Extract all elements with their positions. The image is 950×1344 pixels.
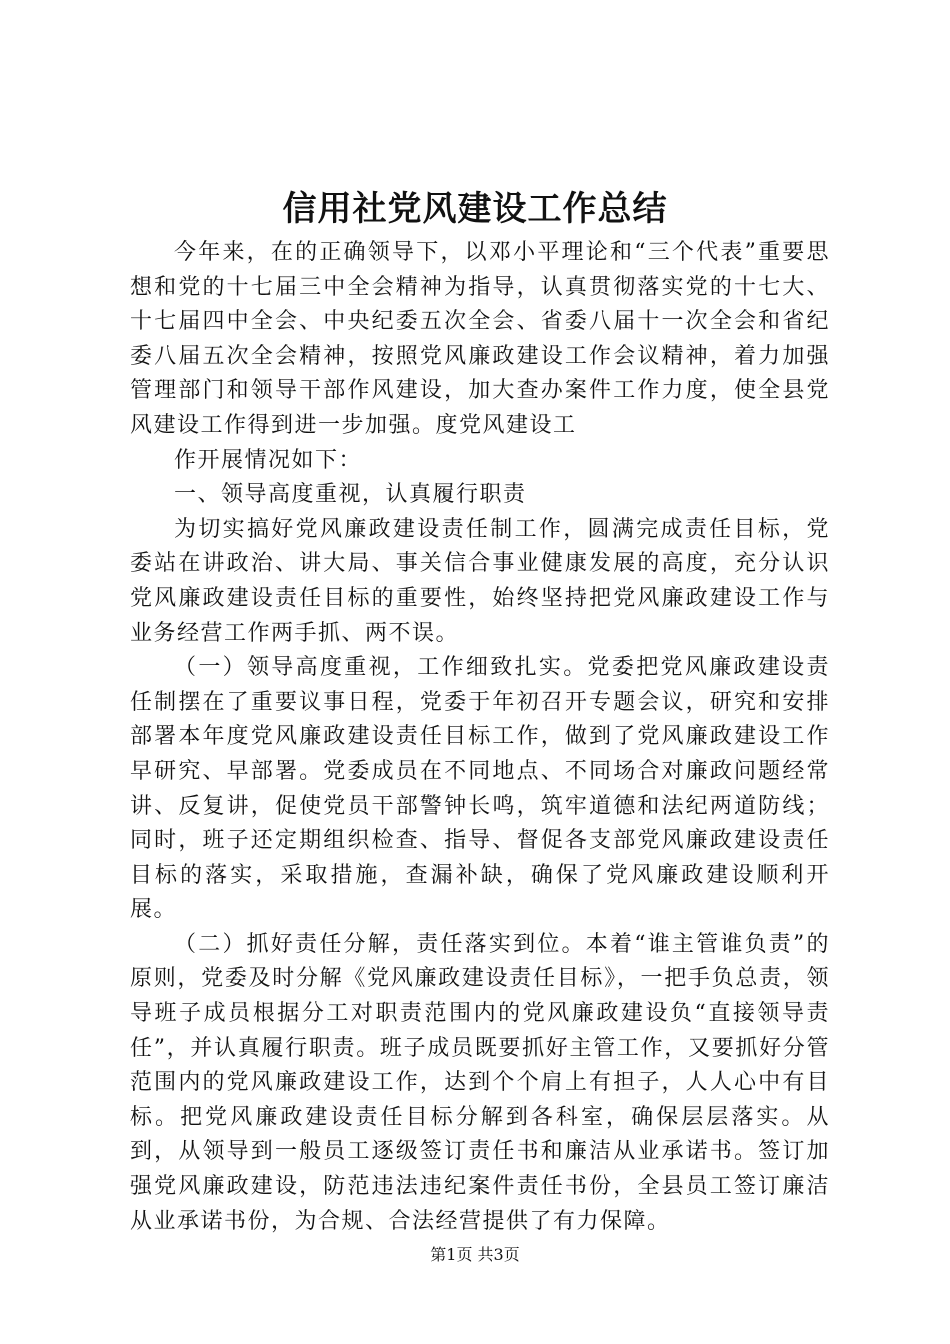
paragraph-subsection-2: （二）抓好责任分解，责任落实到位。本着“谁主管谁负责”的原则，党委及时分解《党风廉政建设责任目标》，一把手负总责，领导班子成员根据分工对职责范围内的党风廉政建设负“直接领导责任”，并认真履行职责。班子成员既要抓好主管工作，又要抓好分管范围内的党风廉政建设工作，达到个个肩上有担子，人人心中有目标。把党风廉政建设责任目标分解到各科室，确保层层落实。从到，从领导到一般员工逐级签订责任书和廉洁从业承诺书。签订加强党风廉政建设，防范违法违纪案件责任书份，全县员工签订廉洁从业承诺书份，为合规、合法经营提供了有力保障。 xyxy=(130,931,830,1234)
paragraph-intro: 今年来，在的正确领导下，以邓小平理论和“三个代表”重要思想和党的十七届三中全会精神为指导，认真贯彻落实党的十七大、十七届四中全会、中央纪委五次全会、省委八届十一次全会和省纪委八届五次全会精神，按照党风廉政建设工作会议精神，着力加强管理部门和领导干部作风建设，加大查办案件工作力度，使全县党风建设工作得到进一步加强。度党风建设工 xyxy=(130,240,830,438)
page-number-footer: 第1页 共3页 xyxy=(430,1245,520,1264)
document-title: 信用社党风建设工作总结 xyxy=(282,189,668,229)
paragraph-subsection-1: （一）领导高度重视，工作细致扎实。党委把党风廉政建设责任制摆在了重要议事日程，党委于年初召开专题会议，研究和安排部署本年度党风廉政建设责任目标工作，做到了党风廉政建设工作早研究、早部署。党委成员在不同地点、不同场合对廉政问题经常讲、反复讲，促使党员干部警钟长鸣，筑牢道德和法纪两道防线；同时，班子还定期组织检查、指导、督促各支部党风廉政建设责任目标的落实，采取措施，查漏补缺，确保了党风廉政建设顺利开展。 xyxy=(130,655,830,923)
paragraph-intro-continued: 作开展情况如下： xyxy=(174,447,363,473)
document-body xyxy=(130,236,830,1239)
paragraph-section-1: 为切实搞好党风廉政建设责任制工作，圆满完成责任目标，党委站在讲政治、讲大局、事关信合事业健康发展的高度，充分认识党风廉政建设责任目标的重要性，始终坚持把党风廉政建设工作与业务经营工作两手抓、两不误。 xyxy=(130,516,830,646)
section-heading-1: 一、领导高度重视，认真履行职责 xyxy=(174,482,527,508)
